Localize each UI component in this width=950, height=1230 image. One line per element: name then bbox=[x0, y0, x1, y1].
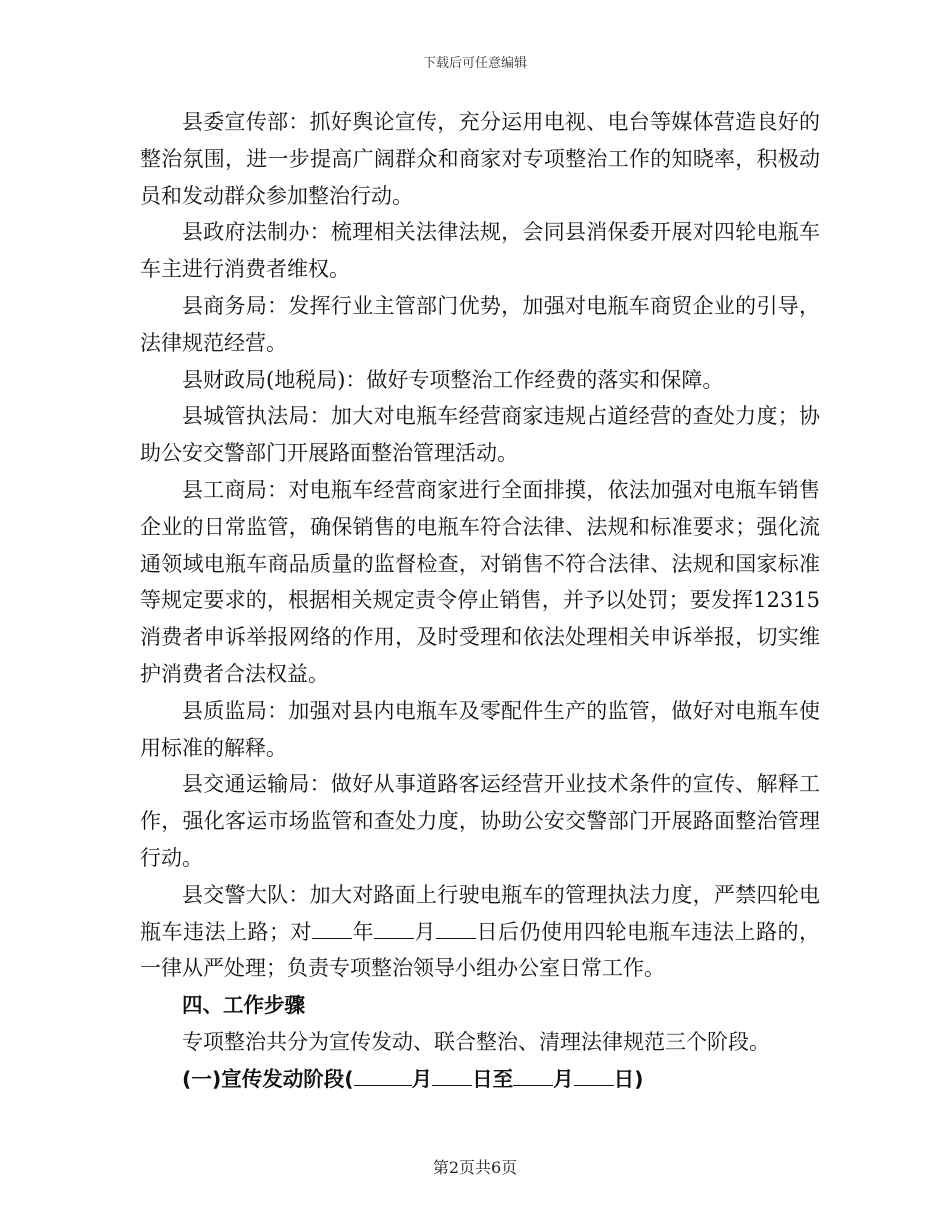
paragraph-transport-bureau: 县交通运输局：做好从事道路客运经营开业技术条件的宣传、解释工作，强化客运市场监管和查处力度，协助公安交警部门开展路面整治管理行动。 bbox=[140, 772, 820, 870]
traffic-police-text-3: 月 bbox=[414, 919, 436, 944]
traffic-police-text-2: 年 bbox=[352, 919, 374, 944]
stage-one-text-3: 日至 bbox=[472, 1066, 514, 1091]
document-body bbox=[140, 104, 820, 1098]
paragraph-legal-office: 县政府法制办：梳理相关法律法规，会同县消保委开展对四轮电瓶车车主进行消费者维权。 bbox=[140, 220, 820, 282]
month-blank bbox=[374, 916, 414, 939]
paragraph-three-stages: 专项整治共分为宣传发动、联合整治、清理法律规范三个阶段。 bbox=[182, 1029, 770, 1054]
year-blank bbox=[312, 916, 352, 939]
traffic-police-text-4: 日后仍使用四轮电瓶车违法上路的，一律从严处理；负责专项整治领导小组办公室日常工作。 bbox=[140, 919, 820, 981]
paragraph-traffic-police bbox=[140, 877, 820, 987]
paragraph-quality-supervision: 县质监局：加强对县内电瓶车及零配件生产的监管，做好对电瓶车使用标准的解释。 bbox=[140, 698, 820, 760]
paragraph-commerce-bureau: 县商务局：发挥行业主管部门优势，加强对电瓶车商贸企业的引导，法律规范经营。 bbox=[140, 293, 820, 355]
day-blank bbox=[436, 916, 476, 939]
end-day-blank bbox=[574, 1063, 614, 1086]
paragraph-urban-management: 县城管执法局：加大对电瓶车经营商家违规占道经营的查处力度；协助公安交警部门开展路面整治管理活动。 bbox=[140, 404, 820, 466]
page-header: 下载后可任意编辑 bbox=[422, 56, 527, 71]
page-footer: 第2页共6页 bbox=[432, 1158, 518, 1177]
paragraph-industry-commerce: 县工商局：对电瓶车经营商家进行全面排摸，依法加强对电瓶车销售企业的日常监管，确保销售的电瓶车符合法律、法规和标准要求；强化流通领域电瓶车商品质量的监督检查，对销售不符合法律、法规和国家标准等规定要求的，根据相关规定责令停止销售，并予以处罚；要发挥12315消费者申诉举报网络的作用，及时受理和依法处理相关申诉举报，切实维护消费者合法权益。 bbox=[140, 477, 820, 686]
stage-one-text-5: 日) bbox=[613, 1066, 644, 1091]
traffic-police-text-1: 县交警大队：加大对路面上行驶电瓶车的管理执法力度，严禁四轮电瓶车违法上路；对 bbox=[140, 882, 820, 944]
subsection-heading-stage-one bbox=[140, 1061, 820, 1098]
start-month-blank bbox=[354, 1063, 412, 1086]
start-day-blank bbox=[432, 1063, 472, 1086]
stage-one-text-2: 月 bbox=[411, 1066, 433, 1091]
end-month-blank bbox=[513, 1063, 553, 1086]
paragraph-propaganda-dept: 县委宣传部：抓好舆论宣传，充分运用电视、电台等媒体营造良好的整治氛围，进一步提高广阔群众和商家对专项整治工作的知晓率，积极动员和发动群众参加整治行动。 bbox=[140, 110, 820, 208]
stage-one-text-4: 月 bbox=[553, 1066, 574, 1091]
stage-one-text-1: (一)宣传发动阶段( bbox=[182, 1066, 354, 1091]
paragraph-finance-bureau: 县财政局(地税局)：做好专项整治工作经费的落实和保障。 bbox=[182, 367, 724, 392]
section-heading-work-steps: 四、工作步骤 bbox=[182, 993, 305, 1018]
